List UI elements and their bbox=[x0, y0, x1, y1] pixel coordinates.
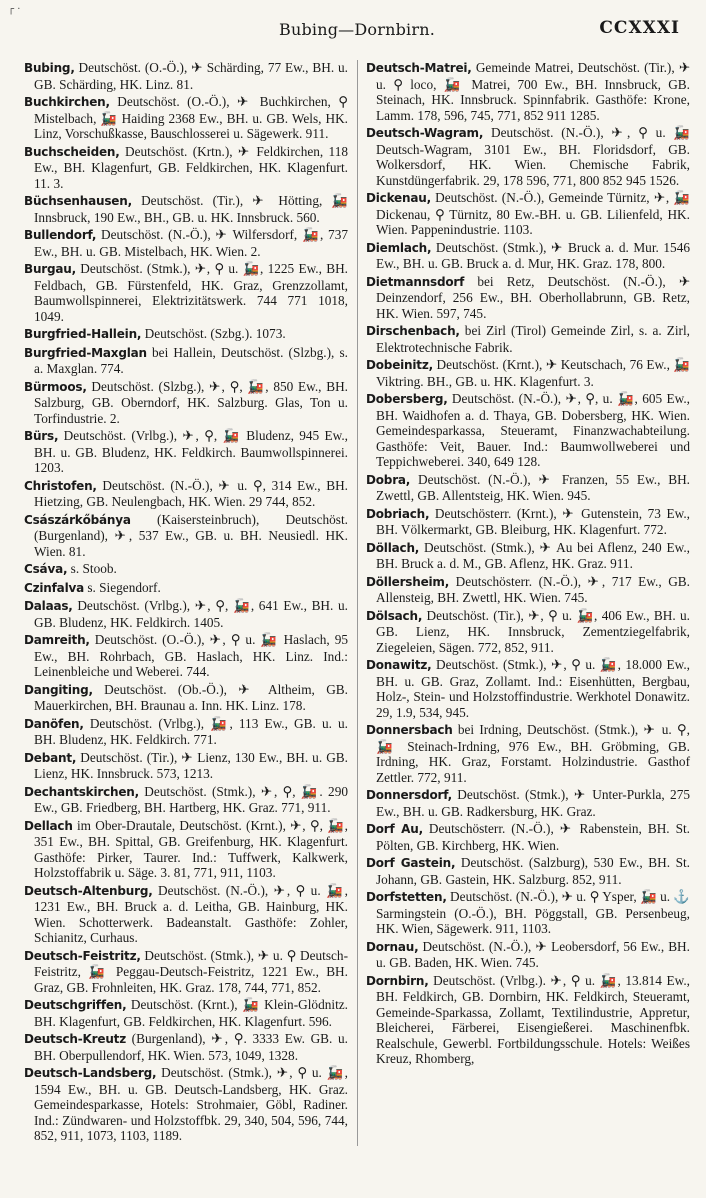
entry-text: (Burgenland), ✈, ⚲. 3333 Ew. GB. u. BH. Oberpullendorf, HK. Wien. 573, 1049, 1328. bbox=[34, 1031, 348, 1063]
gazetteer-entry bbox=[24, 512, 348, 560]
entry-headword: Dechantskirchen, bbox=[24, 784, 139, 799]
entry-text: bei Zirl (Tirol) Gemeinde Zirl, s. a. Zirl, Elektrotechnische Fabrik. bbox=[376, 323, 690, 355]
entry-text: Deutschöst. (N.-Ö.), ✈ u. ⚲, 314 Ew., BH. Hietzing, GB. Neulengbach, HK. Wien. 29 744, 852. bbox=[34, 477, 348, 509]
gazetteer-entry bbox=[366, 939, 690, 971]
entry-headword: Danöfen, bbox=[24, 716, 84, 731]
entry-headword: Dorf Gastein, bbox=[366, 856, 456, 870]
entry-headword: Dorfstetten, bbox=[366, 890, 447, 904]
gazetteer-entry bbox=[366, 540, 690, 572]
gazetteer-entry bbox=[24, 227, 348, 259]
gazetteer-entry bbox=[24, 948, 348, 996]
entry-headword: Dobra, bbox=[366, 472, 411, 487]
entry-text: Deutschösterr. (N.-Ö.), ✈ Rabenstein, BH. St. Pölten, GB. Kirchberg, HK. Wien. bbox=[376, 821, 690, 853]
entry-headword: Dellach bbox=[24, 818, 73, 833]
gazetteer-entry bbox=[366, 506, 690, 538]
gazetteer-entry bbox=[24, 997, 348, 1029]
entry-headword: Deutsch-Kreutz bbox=[24, 1032, 126, 1046]
gazetteer-entry bbox=[24, 428, 348, 476]
entry-headword: Buchscheiden, bbox=[24, 144, 120, 159]
gazetteer-entry bbox=[366, 190, 690, 238]
entry-text: Deutschöst. (N.-Ö.), ✈, ⚲ u. 🚂, 1231 Ew., BH. Bruck a. d. Leitha, GB. Hainburg, HK. Wien. Schotterwerk. Badeanstalt. Gasthöfe: Zohler, Schianitz, Curhaus. bbox=[34, 882, 348, 945]
entry-headword: Dobeinitz, bbox=[366, 358, 433, 372]
entry-headword: Debant, bbox=[24, 750, 77, 765]
entry-text: Deutschöst. (Stmk.), ✈, ⚲ u. 🚂, 1225 Ew., BH. Feldbach, GB. Fürstenfeld, HK. Graz, Grenzzollamt, Baumwollspinnerei, Elektrizitätswerk. 744 771 1018, 1049. bbox=[34, 261, 348, 324]
page-number: CCXXXI bbox=[599, 18, 680, 38]
entry-headword: Christofen, bbox=[24, 478, 97, 493]
entry-headword: Döllach, bbox=[366, 540, 420, 555]
gazetteer-entry bbox=[366, 240, 690, 272]
gazetteer-entry bbox=[366, 472, 690, 504]
entry-text: Deutschöst. (Vrlbg.), ✈, ⚲, 🚂 Bludenz, 945 Ew., BH. u. GB. Bludenz, HK. Feldkirch. Baumwollspinnerei. 1203. bbox=[34, 428, 348, 475]
entry-text: Deutschöst. (Krtn.), ✈ Feldkirchen, 118 Ew., BH. Klagenfurt, GB. Feldkirchen, HK. Klagenfurt. 11. 3. bbox=[34, 143, 348, 191]
entry-headword: Burgfried-Maxglan bbox=[24, 345, 147, 360]
entry-headword: Csáva, bbox=[24, 562, 68, 576]
entry-text: Deutschöst. (Stmk.), ✈ Unter-Purkla, 275 Ew., BH. u. GB. Radkersburg, HK. Graz. bbox=[376, 787, 690, 819]
entry-text: Deutschöst. (N.-Ö.), ✈ Franzen, 55 Ew., BH. Zwettl, GB. Allentsteig, HK. Wien. 945. bbox=[376, 471, 690, 503]
entry-headword: Donawitz, bbox=[366, 658, 432, 672]
gazetteer-entry bbox=[24, 60, 348, 92]
entry-text: Deutschösterr. (N.-Ö.), ✈, 717 Ew., GB. Allensteig, BH. Zwettl, HK. Wien. 745. bbox=[376, 573, 690, 605]
entry-headword: Dornbirn, bbox=[366, 973, 429, 988]
entry-text: s. Siegendorf. bbox=[84, 579, 161, 595]
entry-headword: Deutschgriffen, bbox=[24, 998, 127, 1012]
entry-text: Deutschöst. (Krnt.), ✈ Keutschach, 76 Ew., 🚂 Viktring. BH., GB. u. HK. Klagenfurt. 3. bbox=[376, 357, 690, 389]
entry-text: s. Stoob. bbox=[67, 561, 117, 576]
entry-headword: Bullendorf, bbox=[24, 228, 97, 242]
entry-text: Deutschöst. (O.-Ö.), ✈ Schärding, 77 Ew., BH. u. GB. Schärding, HK. Linz. 81. bbox=[34, 60, 348, 92]
gazetteer-entry bbox=[366, 574, 690, 606]
gazetteer-entry bbox=[24, 598, 348, 630]
entry-headword: Bürs, bbox=[24, 429, 59, 443]
entry-text: im Ober-Drautale, Deutschöst. (Krnt.), ✈, ⚲, 🚂, 351 Ew., BH. Spittal, GB. Greifenburg, HK. Klagenfurt. Gasthöfe: Pirker, Taurer. Ind.: Tuffwerk, Kalkwerk, Holzstoffabrik u. Säge. 3. 81, 771, 911, 1103. bbox=[34, 817, 348, 880]
entry-text: Deutschöst. (Stmk.), ✈, ⚲ u. 🚂, 18.000 Ew., BH. u. GB. Graz, Zollamt. Ind.: Eisenhütten, Bergbau, Holz-, Stein- und Holzstoffindustrie. Werkhotel Donawitz. 29, 1.9, 534, 945. bbox=[376, 657, 690, 720]
gazetteer-entry bbox=[24, 193, 348, 225]
entry-headword: Dölsach, bbox=[366, 608, 423, 623]
entry-headword: Bubing, bbox=[24, 61, 75, 75]
entry-headword: Czinfalva bbox=[24, 580, 84, 595]
gazetteer-entry bbox=[366, 323, 690, 355]
gazetteer-entry bbox=[24, 379, 348, 427]
left-column bbox=[24, 60, 348, 1146]
entry-text: Deutschöst. (Stmk.), ✈, ⚲, 🚂. 290 Ew., GB. Friedberg, BH. Hartberg, HK. Graz. 771, 911. bbox=[34, 783, 348, 815]
gazetteer-entry bbox=[24, 94, 348, 142]
entry-text: Deutschöst. (Tir.), ✈, ⚲ u. 🚂, 406 Ew., BH. u. GB. Lienz, HK. Innsbruck, Zementziegelfabrik, Ziegeleien, Sägen. 772, 852, 911. bbox=[376, 607, 690, 655]
gazetteer-entry bbox=[24, 1065, 348, 1144]
entry-text: Deutschöst. (Szbg.). 1073. bbox=[141, 326, 286, 341]
gazetteer-entry bbox=[24, 261, 348, 324]
entry-text: Deutschöst. (Krnt.), 🚂 Klein-Glödnitz. BH. Klagenfurt, GB. Feldkirchen, HK. Klagenfurt. 596. bbox=[34, 997, 348, 1029]
entry-text: Deutschöst. (Tir.), ✈ Lienz, 130 Ew., BH. u. GB. Lienz, HK. Innsbruck. 573, 1213. bbox=[34, 749, 348, 781]
gazetteer-entry bbox=[366, 357, 690, 389]
gazetteer-entry bbox=[24, 561, 348, 578]
entry-text: Deutschösterr. (Krnt.), ✈ Gutenstein, 73 Ew., BH. Völkermarkt, GB. Bleiburg, HK. Klagenfurt. 772. bbox=[376, 505, 690, 537]
entry-text: Deutschöst. (Stmk.), ✈ u. ⚲ Deutsch-Feistritz, 🚂 Peggau-Deutsch-Feistritz, 1221 Ew., BH. Graz, GB. Frohnleiten, HK. Graz. 178, 744, 771, 852. bbox=[34, 947, 348, 995]
entry-headword: Deutsch-Matrei, bbox=[366, 61, 472, 75]
gazetteer-entry bbox=[24, 716, 348, 748]
entry-headword: Dorf Au, bbox=[366, 822, 423, 836]
entry-headword: Diemlach, bbox=[366, 240, 432, 255]
entry-text: bei Irdning, Deutschöst. (Stmk.), ✈ u. ⚲, 🚂 Steinach-Irdning, 976 Ew., BH. Gröbming, GB. Irdning, HK. Graz, Forstamt. Holzindustrie. Gasthof Zettler. 772, 911. bbox=[376, 722, 690, 785]
entry-headword: Deutsch-Landsberg, bbox=[24, 1066, 157, 1080]
entry-text: Deutschöst. (N.-Ö.), ✈, ⚲, u. 🚂, 605 Ew., BH. Waidhofen a. d. Thaya, GB. Dobersberg, HK. Wien. Gemeindesparkassa, Steueramt, Finanzwachabteilung. Gasthöfe: Veit, Bauer. Ind.: Baumwollweberei und Teppichweberei. 340, 649 128. bbox=[376, 391, 690, 469]
gazetteer-entry bbox=[24, 580, 348, 597]
entry-headword: Dirschenbach, bbox=[366, 324, 460, 338]
entry-text: Deutschöst. (Stmk.), ✈ Bruck a. d. Mur. 1546 Ew., BH. u. GB. Bruck a. d. Mur, HK. Graz. 178, 800. bbox=[376, 239, 690, 271]
gazetteer-entry bbox=[24, 883, 348, 946]
entry-headword: Donnersdorf, bbox=[366, 788, 452, 802]
entry-text: Deutschöst. (Stmk.), ✈ Au bei Aflenz, 240 Ew., BH. Bruck a. d. M., GB. Aflenz, HK. Graz. 911. bbox=[376, 539, 690, 571]
gazetteer-entry bbox=[366, 821, 690, 853]
gazetteer-entry bbox=[366, 787, 690, 819]
entry-text: Deutschöst. (Vrlbg.), ✈, ⚲, 🚂, 641 Ew., BH. u. GB. Bludenz, HK. Feldkirch. 1405. bbox=[34, 598, 348, 630]
entry-headword: Burgfried-Hallein, bbox=[24, 327, 142, 341]
entry-headword: Döllersheim, bbox=[366, 574, 450, 589]
gazetteer-entry bbox=[366, 657, 690, 720]
entry-text: Deutschöst. (Salzburg), 530 Ew., BH. St. Johann, GB. Gastein, HK. Salzburg. 852, 911. bbox=[376, 855, 690, 887]
entry-text: Deutschöst. (N.-Ö.), ✈, ⚲ u. 🚂 Deutsch-Wagram, 3101 Ew., BH. Floridsdorf, GB. Wolkersdorf, HK. Wien. Chemische Fabrik, Kunstdüngerfabrik. 29, 178 596, 771, 800 852 945 1526. bbox=[376, 125, 690, 188]
entry-text: Deutschöst. (O.-Ö.), ✈, ⚲ u. 🚂 Haslach, 95 Ew., BH. Rohrbach, GB. Haslach, HK. Linz. Ind.: Leinenbleiche und Weberei. 744. bbox=[34, 632, 348, 679]
entry-headword: Dalaas, bbox=[24, 599, 73, 613]
entry-headword: Büchsenhausen, bbox=[24, 194, 132, 208]
gazetteer-entry bbox=[24, 144, 348, 192]
entry-headword: Buchkirchen, bbox=[24, 95, 110, 109]
entry-text: Gemeinde Matrei, Deutschöst. (Tir.), ✈ u. ⚲ loco, 🚂 Matrei, 700 Ew., BH. Innsbruck, GB. Steinach, HK. Innsbruck. Spinnfabrik. Gasthöfe: Krone, Lamm. 178, 596, 745, 771, 852 911 1285. bbox=[376, 60, 690, 123]
running-title: Bubing—Dornbirn. bbox=[279, 20, 435, 39]
entry-text: Deutschöst. (N.-Ö.), Gemeinde Türnitz, ✈, 🚂 Dickenau, ⚲ Türnitz, 80 Ew.-BH. u. GB. Lilienfeld, HK. Wien. Pappenindustrie. 1103. bbox=[376, 190, 690, 237]
entry-headword: Dobriach, bbox=[366, 506, 430, 521]
gazetteer-entry bbox=[24, 750, 348, 782]
gazetteer-entry bbox=[24, 478, 348, 510]
entry-headword: Császárkőbánya bbox=[24, 512, 131, 527]
entry-headword: Burgau, bbox=[24, 262, 76, 276]
gazetteer-entry bbox=[366, 855, 690, 887]
right-column bbox=[366, 60, 690, 1146]
gazetteer-entry bbox=[24, 682, 348, 714]
entry-headword: Deutsch-Wagram, bbox=[366, 126, 484, 140]
entry-text: Deutschöst. (O.-Ö.), ✈ Buchkirchen, ⚲ Mistelbach, 🚂 Haiding 2368 Ew., BH. u. GB. Wels, HK. Linz, Vorschußkasse, Bauschlosserei u. Sägewerk. 911. bbox=[34, 94, 348, 141]
gazetteer-entry bbox=[24, 326, 348, 343]
entry-text: Deutschöst. (Vrlbg.), 🚂, 113 Ew., GB. u. u. BH. Bludenz, HK. Feldkirch. 771. bbox=[34, 715, 348, 747]
entry-text: bei Hallein, Deutschöst. (Slzbg.), s. a. Maxglan. 774. bbox=[34, 344, 348, 376]
gazetteer-entry bbox=[366, 889, 690, 937]
gazetteer-entry bbox=[366, 60, 690, 123]
corner-mark: ┌ · bbox=[8, 4, 21, 15]
gazetteer-entry bbox=[24, 784, 348, 816]
gazetteer-entry bbox=[366, 973, 690, 1067]
gazetteer-entry bbox=[366, 125, 690, 188]
entry-text: Deutschöst. (Ob.-Ö.), ✈ Altheim, GB. Mauerkirchen, BH. Braunau a. Inn. HK. Linz. 178. bbox=[34, 681, 348, 713]
gazetteer-entry bbox=[24, 1031, 348, 1063]
entry-text: Deutschöst. (Vrlbg.). ✈, ⚲ u. 🚂, 13.814 Ew., BH. Feldkirch, GB. Dornbirn, HK. Feldkirch, Steueramt, Gemeinde-Sparkassa, Zollamt, Textilindustrie, Appretur, Bleicherei, Färberei, Eisengießerei. Maschinenfbk. Realschule, Gewerbl. Fortbildungsschule. Hotels: Weißes Kreuz, Rhomberg, bbox=[376, 972, 690, 1066]
gazetteer-entry bbox=[366, 391, 690, 470]
gazetteer-entry bbox=[366, 722, 690, 785]
gazetteer-entry bbox=[366, 274, 690, 322]
entry-headword: Dornau, bbox=[366, 939, 419, 954]
entry-text: Deutschöst. (Slzbg.), ✈, ⚲, 🚂, 850 Ew., BH. Salzburg, GB. Oberndorf, HK. Salzburg. Glas, Ton u. Torfindustrie. 2. bbox=[34, 378, 348, 426]
entry-text: bei Retz, Deutschöst. (N.-Ö.), ✈ Deinzendorf, 256 Ew., BH. Oberhollabrunn, GB. Retz, HK. Wien. 597, 745. bbox=[376, 273, 690, 321]
entry-text: Deutschöst. (Tir.), ✈ Hötting, 🚂 Innsbruck, 190 Ew., BH., GB. u. HK. Innsbruck. 560. bbox=[34, 193, 348, 225]
entry-headword: Dangiting, bbox=[24, 682, 93, 697]
entry-headword: Bürmoos, bbox=[24, 379, 87, 394]
entry-text: (Kaisersteinbruch), Deutschöst. (Burgenland), ✈, 537 Ew., GB. u. BH. Neusiedl. HK. Wien. 81. bbox=[34, 511, 348, 559]
page-header bbox=[24, 6, 690, 42]
columns bbox=[24, 60, 690, 1146]
gazetteer-entry bbox=[24, 632, 348, 680]
gazetteer-entry bbox=[24, 345, 348, 377]
entry-text: Deutschöst. (N.-Ö.), ✈ Leobersdorf, 56 Ew., BH. u. GB. Baden, HK. Wien. 745. bbox=[376, 938, 690, 970]
entry-headword: Donnersbach bbox=[366, 723, 453, 737]
entry-headword: Deutsch-Feistritz, bbox=[24, 948, 141, 963]
entry-text: Deutschöst. (Stmk.), ✈, ⚲ u. 🚂, 1594 Ew., BH. u. GB. Deutsch-Landsberg, HK. Graz. Gemeindesparkasse, Hotels: Strohmaier, Göbl, Radiner. Ind.: Zündwaren- und Holzstoffbk. 29, 340, 504, 596, 744, 852, 911, 1073, 1103, 1189. bbox=[34, 1065, 348, 1143]
entry-text: Deutschöst. (N.-Ö.), ✈ Wilfersdorf, 🚂, 737 Ew., BH. u. GB. Mistelbach, HK. Wien. 2. bbox=[34, 227, 348, 259]
entry-headword: Dickenau, bbox=[366, 191, 431, 205]
entry-text: Deutschöst. (N.-Ö.), ✈ u. ⚲ Ysper, 🚂 u. ⚓ Sarmingstein (O.-Ö.), BH. Pöggstall, GB. Persenbeug, HK. Wien, Sägewerk. 911, 1103. bbox=[376, 889, 690, 936]
entry-headword: Dobersberg, bbox=[366, 392, 448, 406]
entry-headword: Damreith, bbox=[24, 633, 90, 647]
gazetteer-entry bbox=[24, 818, 348, 881]
entry-headword: Dietmannsdorf bbox=[366, 274, 465, 289]
gazetteer-entry bbox=[366, 608, 690, 656]
entry-headword: Deutsch-Altenburg, bbox=[24, 883, 153, 898]
